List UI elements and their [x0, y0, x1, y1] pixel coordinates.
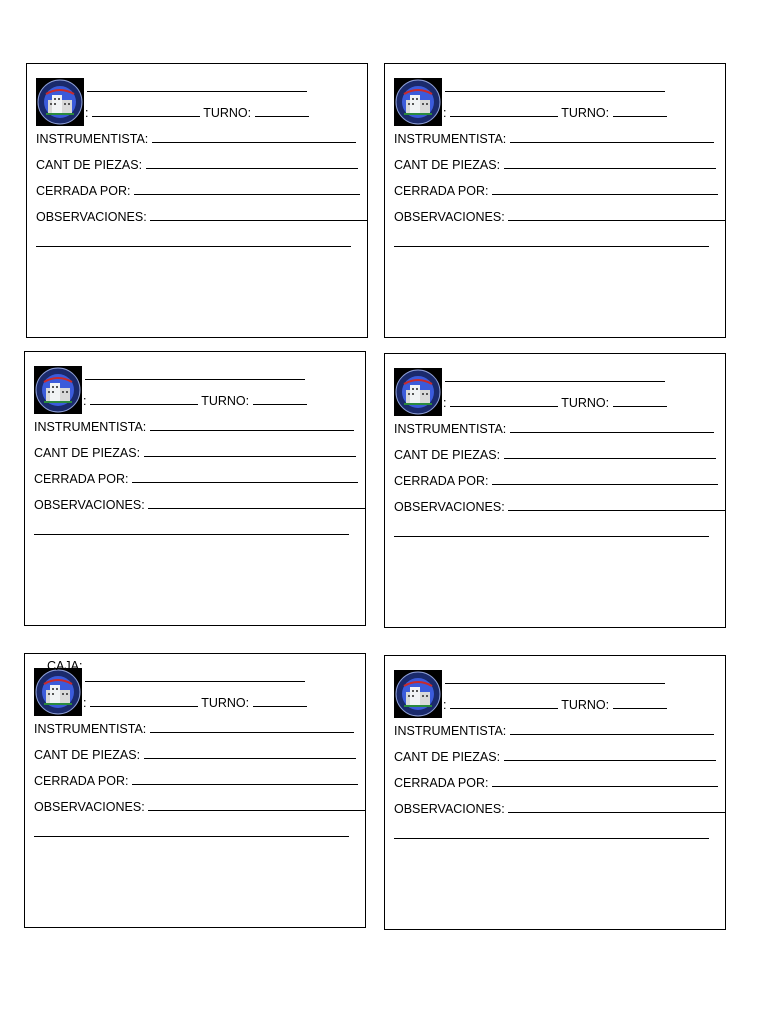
- label-card-6: [384, 655, 726, 930]
- observaciones-continuation-field[interactable]: [36, 235, 351, 247]
- cerrada-label: CERRADA POR:: [394, 776, 489, 790]
- hospital-seal-icon: [394, 670, 442, 718]
- piezas-field[interactable]: [504, 157, 716, 169]
- cerrada-label: CERRADA POR:: [394, 474, 489, 488]
- cerrada-label: CERRADA POR:: [34, 774, 129, 788]
- instrumentista-label: INSTRUMENTISTA:: [34, 722, 147, 736]
- caja-number-field[interactable]: [450, 395, 558, 407]
- piezas-field[interactable]: [144, 747, 356, 759]
- caja-field[interactable]: [445, 91, 665, 92]
- observaciones-label: OBSERVACIONES:: [394, 500, 505, 514]
- observaciones-label: OBSERVACIONES:: [394, 210, 505, 224]
- turno-label: TURNO:: [203, 106, 252, 120]
- instrumentista-field[interactable]: [510, 421, 714, 433]
- hospital-seal-icon: [394, 368, 442, 416]
- cerrada-label: CERRADA POR:: [36, 184, 131, 198]
- caja-number-field[interactable]: [450, 105, 558, 117]
- observaciones-field[interactable]: [148, 799, 366, 811]
- turno-field[interactable]: [613, 697, 667, 709]
- instrumentista-field[interactable]: [150, 419, 354, 431]
- cerrada-label: CERRADA POR:: [394, 184, 489, 198]
- piezas-field[interactable]: [144, 445, 356, 457]
- instrumentista-label: INSTRUMENTISTA:: [394, 422, 507, 436]
- caja-field[interactable]: [87, 91, 307, 92]
- label-card-5: [24, 653, 366, 928]
- label-card-4: [384, 353, 726, 628]
- observaciones-continuation-field[interactable]: [394, 235, 709, 247]
- piezas-label: CANT DE PIEZAS:: [36, 158, 143, 172]
- hospital-seal-icon: [34, 366, 82, 414]
- caja-number-field[interactable]: [90, 393, 198, 405]
- turno-field[interactable]: [255, 105, 309, 117]
- observaciones-label: OBSERVACIONES:: [34, 498, 145, 512]
- instrumentista-field[interactable]: [510, 723, 714, 735]
- cerrada-field[interactable]: [492, 183, 718, 195]
- cerrada-label: CERRADA POR:: [34, 472, 129, 486]
- label-card-1: [26, 63, 368, 338]
- cerrada-field[interactable]: [132, 471, 358, 483]
- observaciones-field[interactable]: [150, 209, 368, 221]
- hospital-seal-icon: [34, 668, 82, 716]
- observaciones-label: OBSERVACIONES:: [394, 802, 505, 816]
- instrumentista-label: INSTRUMENTISTA:: [394, 724, 507, 738]
- turno-field[interactable]: [613, 395, 667, 407]
- observaciones-label: OBSERVACIONES:: [34, 800, 145, 814]
- colon-label: :: [443, 106, 447, 120]
- turno-field[interactable]: [253, 695, 307, 707]
- cerrada-field[interactable]: [492, 775, 718, 787]
- piezas-field[interactable]: [504, 749, 716, 761]
- piezas-label: CANT DE PIEZAS:: [34, 748, 141, 762]
- turno-field[interactable]: [253, 393, 307, 405]
- label-card-3: [24, 351, 366, 626]
- colon-label: :: [443, 698, 447, 712]
- piezas-label: CANT DE PIEZAS:: [394, 448, 501, 462]
- instrumentista-label: INSTRUMENTISTA:: [394, 132, 507, 146]
- piezas-label: CANT DE PIEZAS:: [394, 750, 501, 764]
- observaciones-label: OBSERVACIONES:: [36, 210, 147, 224]
- instrumentista-label: INSTRUMENTISTA:: [36, 132, 149, 146]
- observaciones-continuation-field[interactable]: [394, 827, 709, 839]
- caja-number-field[interactable]: [92, 105, 200, 117]
- caja-number-field[interactable]: [450, 697, 558, 709]
- cerrada-field[interactable]: [134, 183, 360, 195]
- piezas-field[interactable]: [504, 447, 716, 459]
- instrumentista-field[interactable]: [150, 721, 354, 733]
- turno-label: TURNO:: [561, 106, 610, 120]
- instrumentista-field[interactable]: [510, 131, 714, 143]
- turno-label: TURNO:: [561, 698, 610, 712]
- cerrada-field[interactable]: [492, 473, 718, 485]
- colon-label: :: [83, 696, 87, 710]
- observaciones-continuation-field[interactable]: [394, 525, 709, 537]
- caja-field[interactable]: [85, 379, 305, 380]
- turno-label: TURNO:: [201, 696, 250, 710]
- hospital-seal-icon: [394, 78, 442, 126]
- turno-label: TURNO:: [201, 394, 250, 408]
- colon-label: :: [443, 396, 447, 410]
- caja-number-field[interactable]: [90, 695, 198, 707]
- turno-label: TURNO:: [561, 396, 610, 410]
- observaciones-field[interactable]: [508, 209, 726, 221]
- piezas-label: CANT DE PIEZAS:: [34, 446, 141, 460]
- instrumentista-field[interactable]: [152, 131, 356, 143]
- observaciones-field[interactable]: [508, 499, 726, 511]
- caja-field[interactable]: [445, 683, 665, 684]
- caja-field[interactable]: [85, 681, 305, 682]
- caja-field[interactable]: [445, 381, 665, 382]
- observaciones-continuation-field[interactable]: [34, 523, 349, 535]
- cerrada-field[interactable]: [132, 773, 358, 785]
- observaciones-field[interactable]: [508, 801, 726, 813]
- caja-label: CAJA:: [47, 659, 83, 673]
- turno-field[interactable]: [613, 105, 667, 117]
- instrumentista-label: INSTRUMENTISTA:: [34, 420, 147, 434]
- hospital-seal-icon: [36, 78, 84, 126]
- observaciones-continuation-field[interactable]: [34, 825, 349, 837]
- piezas-field[interactable]: [146, 157, 358, 169]
- label-card-2: [384, 63, 726, 338]
- colon-label: :: [83, 394, 87, 408]
- colon-label: :: [85, 106, 89, 120]
- observaciones-field[interactable]: [148, 497, 366, 509]
- piezas-label: CANT DE PIEZAS:: [394, 158, 501, 172]
